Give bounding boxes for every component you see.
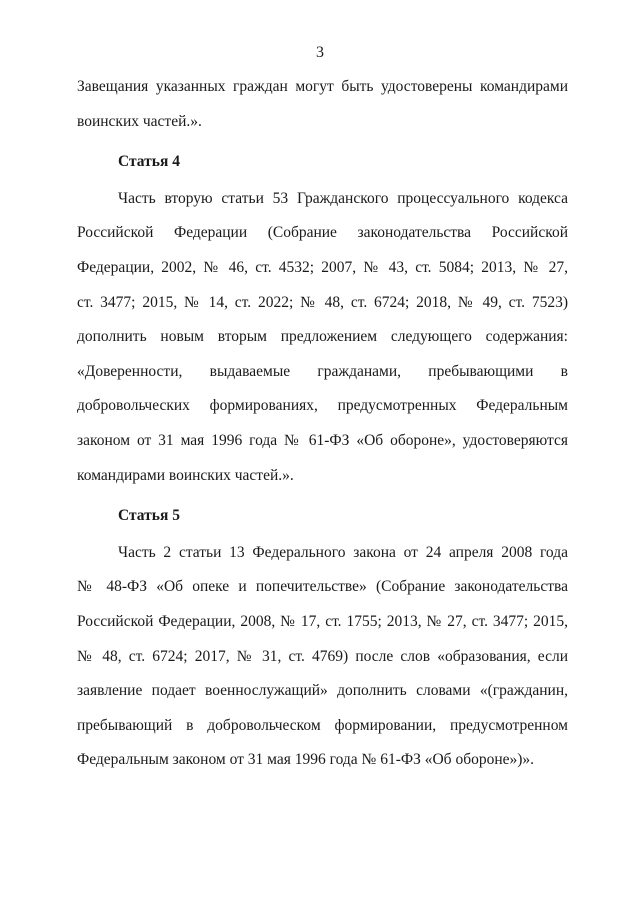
text-line: Завещания указанных граждан могут быть удостоверены командирами (77, 78, 568, 95)
text-line: Федеральным законом от 31 мая 1996 года № 61-ФЗ «Об обороне»)». (77, 751, 535, 769)
text-line: Федерации, 2002, № 46, ст. 4532; 2007, № 43, ст. 5084; 2013, № 27, (77, 258, 568, 276)
text-line: заявление подает военнослужащий» дополнить словами «(гражданин, (77, 682, 568, 700)
article-4-title: Статья 4 (118, 153, 180, 171)
text-line: добровольческих формированиях, предусмотренных Федеральным (77, 397, 568, 415)
text-line: Российской Федерации, 2008, № 17, ст. 1755; 2013, № 27, ст. 3477; 2015, (77, 612, 568, 630)
document-body (77, 70, 568, 778)
text-line: № 48-ФЗ «Об опеке и попечительстве» (Собрание законодательства (77, 578, 568, 596)
text-line: Часть вторую статьи 53 Гражданского процессуального кодекса (118, 189, 568, 207)
article-4 (77, 145, 568, 493)
text-line: № 48, ст. 6724; 2017, № 31, ст. 4769) после слов «образования, если (77, 647, 568, 665)
text-line: дополнить новым вторым предложением следующего содержания: (77, 328, 568, 346)
paragraph-continuation (77, 70, 568, 139)
article-5-title: Статья 5 (118, 507, 180, 525)
page-number: 3 (316, 44, 324, 61)
text-line: Российской Федерации (Собрание законодательства Российской (77, 224, 568, 242)
text-line: воинских частей.». (77, 112, 202, 130)
text-line: ст. 3477; 2015, № 14, ст. 2022; № 48, ст. 6724; 2018, № 49, ст. 7523) (77, 293, 568, 311)
text-line: законом от 31 мая 1996 года № 61-ФЗ «Об обороне», удостоверяются (77, 431, 568, 449)
text-line: «Доверенности, выдаваемые гражданами, пребывающими в (77, 362, 568, 380)
text-line: пребывающий в добровольческом формировании, предусмотренном (77, 716, 568, 734)
text-line: командирами воинских частей.». (77, 466, 294, 484)
text-line: Часть 2 статьи 13 Федерального закона от 24 апреля 2008 года (118, 543, 568, 561)
article-5 (77, 499, 568, 778)
